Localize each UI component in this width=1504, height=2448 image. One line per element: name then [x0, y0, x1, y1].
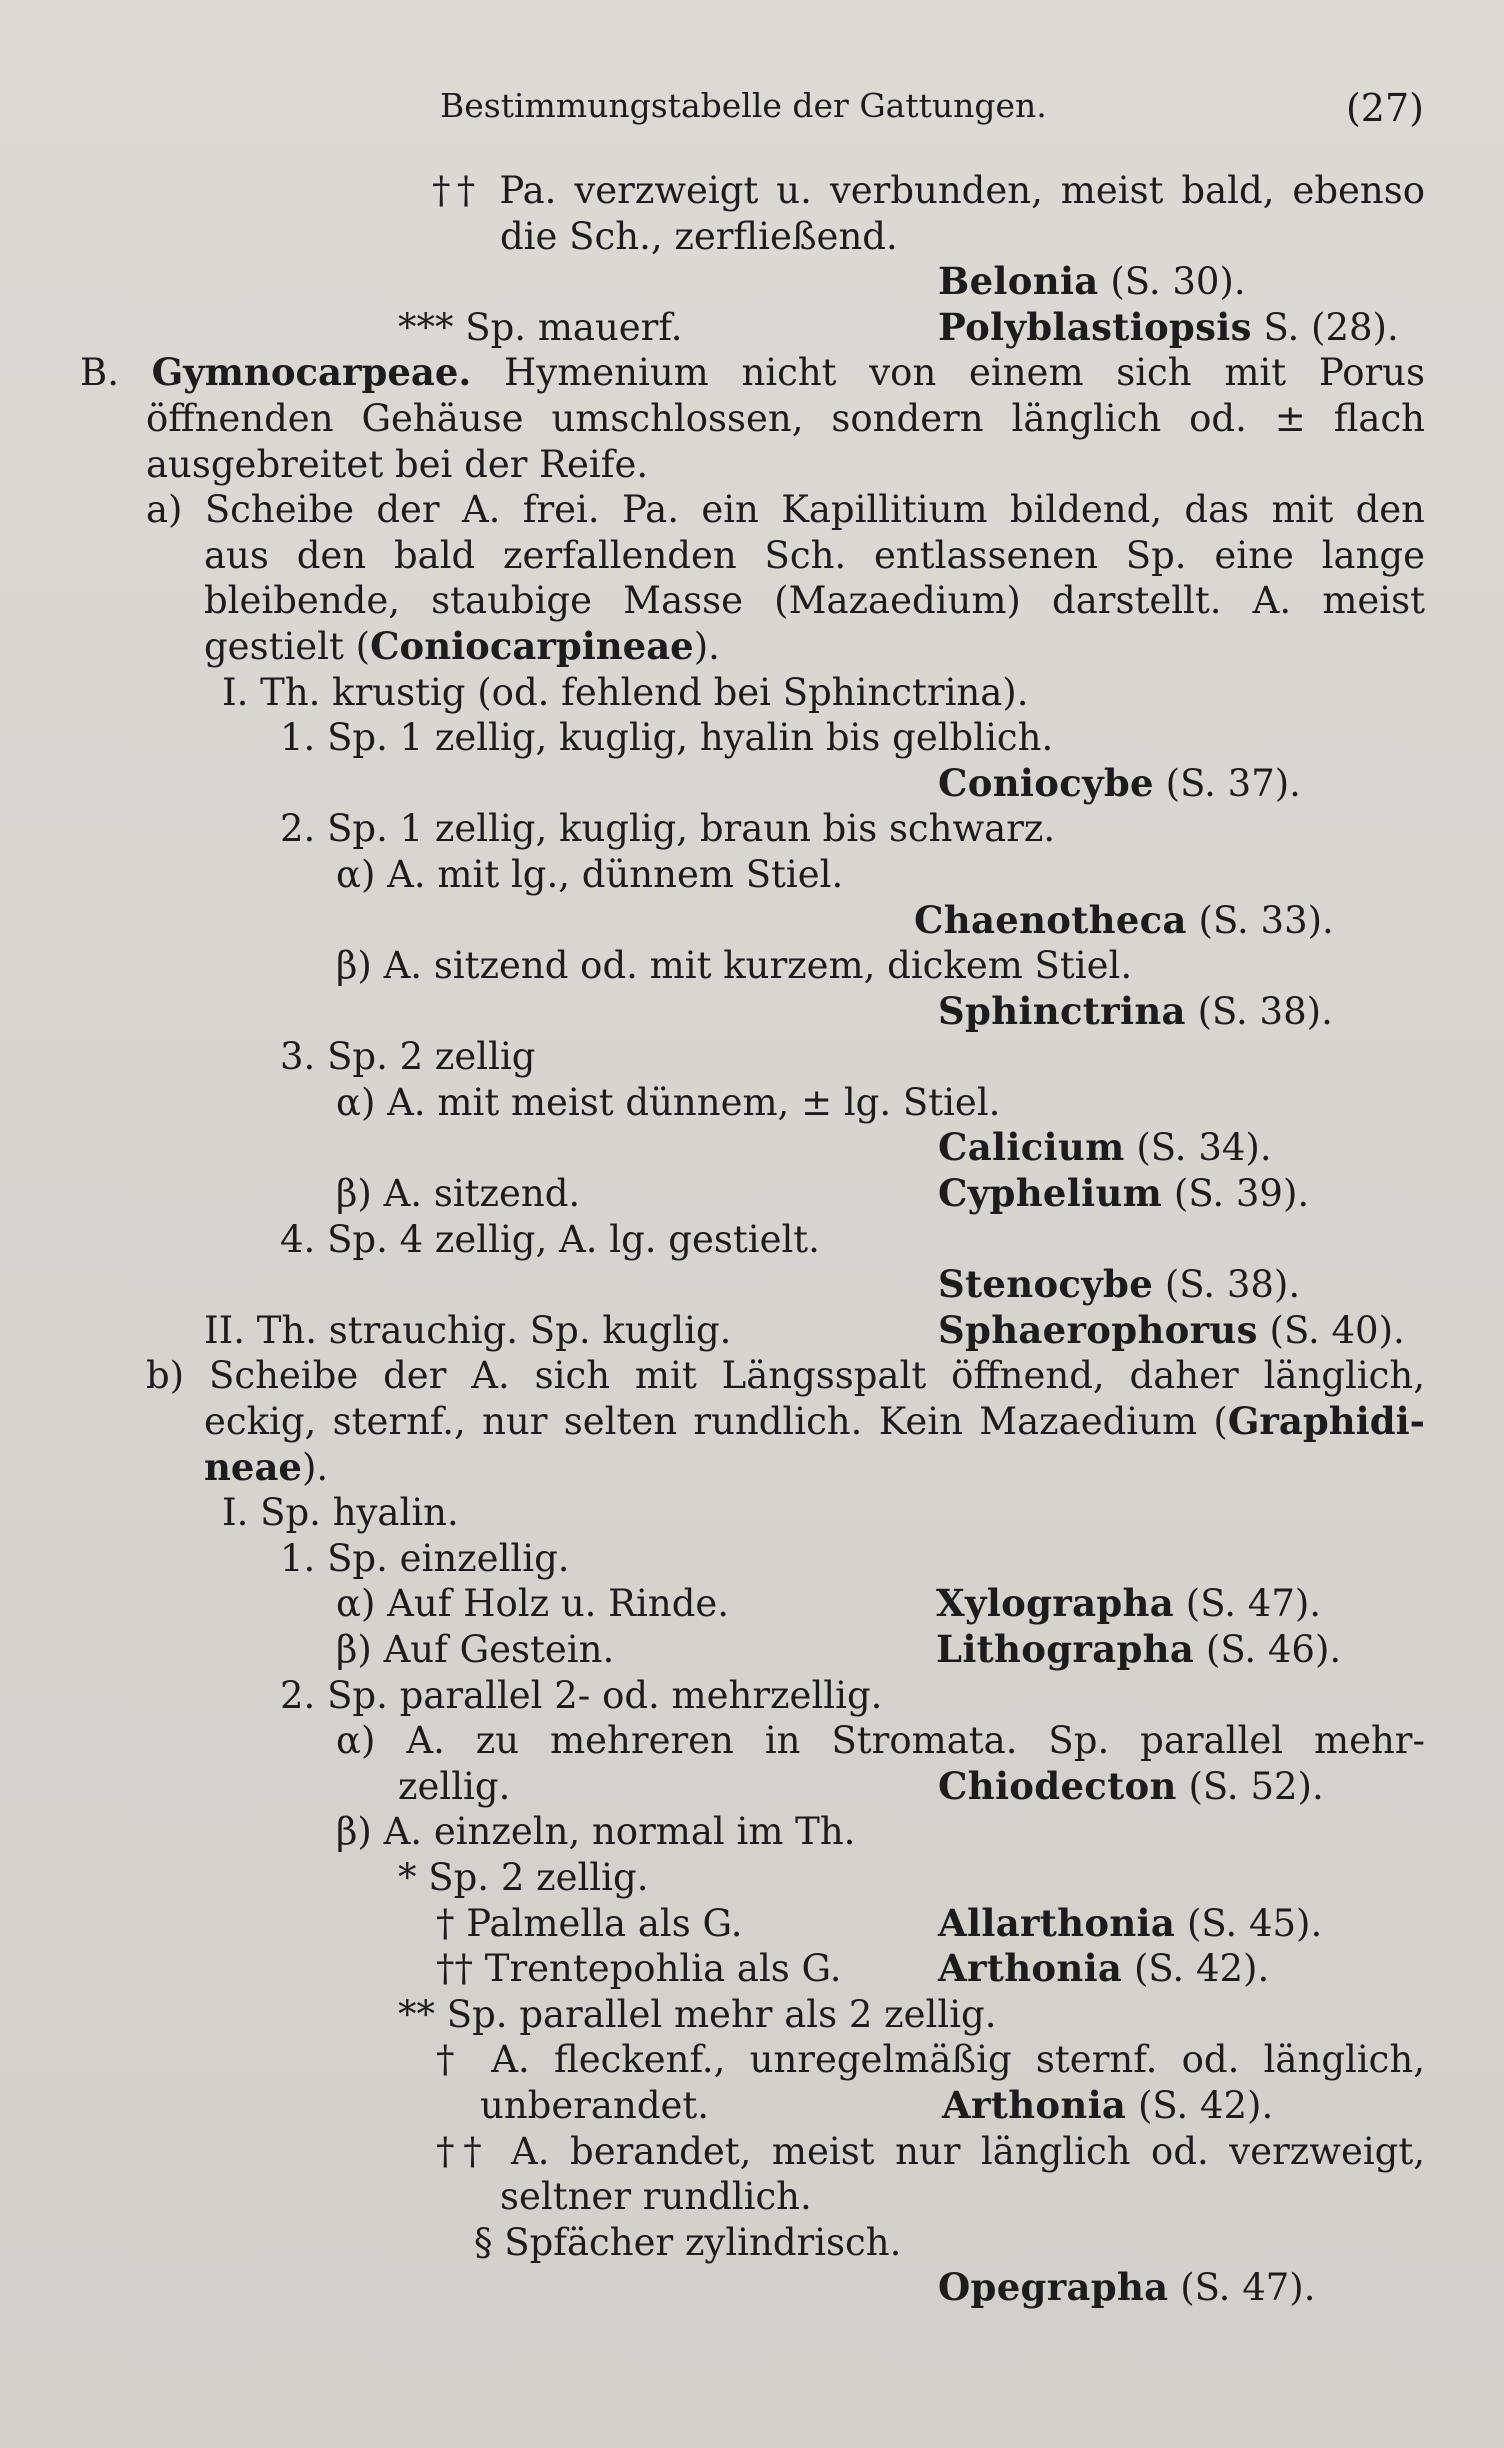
page-reference: (S. 52). — [1188, 1764, 1324, 1808]
line-text: α) Auf Holz u. Rinde. — [336, 1582, 730, 1626]
line-text: neae). — [204, 1444, 329, 1489]
running-title: Bestimmungstabelle der Gattungen. — [440, 86, 1047, 125]
line-text: β) A. einzeln, normal im Th. — [336, 1810, 856, 1854]
genus-name: Allarthonia — [938, 1900, 1176, 1945]
group-name: Gymnocarpeae. — [151, 350, 472, 395]
line-text: unberandet. — [480, 2083, 710, 2127]
line-text: aus den bald zerfallenden Sch. entlassenen Sp. eine lange — [204, 533, 1425, 577]
line-text: *** Sp. mauerf. — [398, 305, 683, 349]
line-text: B. Gymnocarpeae. Hymenium nicht von einem sich mit Porus — [80, 350, 1425, 395]
line-text: seltner rundlich. — [500, 2175, 812, 2219]
text-line — [80, 1536, 1425, 1582]
line-text: α) A. mit lg., dünnem Stiel. — [336, 852, 844, 896]
line-text: †† Trentepohlia als G. — [436, 1947, 842, 1991]
text-line — [80, 989, 1425, 1035]
genus-name: Opegrapha — [938, 2265, 1169, 2310]
text-line — [80, 898, 1425, 944]
line-text: öffnenden Gehäuse umschlossen, sondern länglich od. ± flach — [146, 396, 1425, 440]
text-line — [80, 1718, 1425, 1764]
page-reference: (S. 30). — [1110, 260, 1246, 304]
page-reference: (S. 42). — [1137, 2083, 1274, 2127]
text-line — [80, 670, 1425, 716]
genus-name: Belonia — [938, 259, 1099, 304]
genus-name: Sphinctrina — [938, 988, 1186, 1033]
text-line — [80, 396, 1425, 442]
text-line — [80, 2129, 1425, 2175]
genus-entry — [936, 1627, 1341, 1673]
group-name: Coniocarpineae — [370, 623, 694, 668]
text-line — [80, 1353, 1425, 1399]
genus-entry — [938, 1125, 1272, 1171]
genus-entry — [938, 305, 1399, 351]
line-text: ** Sp. parallel mehr als 2 zellig. — [398, 1992, 997, 2036]
page-reference: (S. 39). — [1173, 1172, 1310, 1216]
genus-name: Xylographa — [936, 1581, 1175, 1626]
text-line — [80, 2265, 1425, 2311]
line-text: β) Auf Gestein. — [336, 1628, 615, 1671]
text-line — [80, 442, 1425, 488]
page-reference: S. (28). — [1263, 305, 1399, 349]
text-line — [80, 1946, 1425, 1992]
line-text: 3. Sp. 2 zellig — [280, 1035, 536, 1079]
page-reference: (S. 38). — [1164, 1263, 1301, 1307]
genus-entry — [938, 1946, 1269, 1992]
line-text: 1. Sp. 1 zellig, kuglig, hyalin bis gelblich. — [280, 716, 1054, 760]
genus-name: Lithographa — [936, 1627, 1195, 1671]
line-text: bleibende, staubige Masse (Mazaedium) darstellt. A. meist — [204, 579, 1425, 623]
text-line — [80, 1992, 1425, 2038]
page-reference: (S. 40). — [1269, 1308, 1405, 1352]
genus-entry — [938, 1308, 1405, 1354]
line-text: b) Scheibe der A. sich mit Längsspalt öffnend, daher länglich, — [146, 1354, 1425, 1398]
genus-entry — [938, 2265, 1315, 2311]
text-line — [80, 2083, 1425, 2129]
line-text: I. Sp. hyalin. — [222, 1491, 459, 1535]
line-text: ausgebreitet bei der Reife. — [146, 442, 649, 486]
line-text: § Spfächer zylindrisch. — [474, 2220, 902, 2264]
line-text: die Sch., zerfließend. — [500, 214, 898, 258]
key-table-body — [80, 168, 1425, 2311]
page-reference: (S. 38). — [1197, 989, 1333, 1033]
line-text: 2. Sp. 1 zellig, kuglig, braun bis schwarz. — [280, 807, 1056, 851]
text-line — [80, 1034, 1425, 1080]
text-line — [80, 487, 1425, 533]
text-line — [80, 1445, 1425, 1491]
genus-entry — [914, 898, 1334, 944]
text-line — [80, 1080, 1425, 1126]
page-reference: (S. 37). — [1165, 761, 1301, 805]
genus-entry — [938, 989, 1333, 1035]
text-line — [80, 2174, 1425, 2220]
text-line — [80, 1171, 1425, 1217]
text-line — [80, 1809, 1425, 1855]
line-text: II. Th. strauchig. Sp. kuglig. — [204, 1308, 732, 1352]
page-number: (27) — [1345, 86, 1424, 130]
text-line — [80, 715, 1425, 761]
text-line — [80, 2037, 1425, 2083]
text-line — [80, 578, 1425, 624]
genus-name: Sphaerophorus — [938, 1307, 1258, 1352]
line-text: zellig. — [398, 1764, 511, 1808]
text-line — [80, 1764, 1425, 1810]
line-text: α) A. zu mehreren in Stromata. Sp. parallel mehr- — [336, 1719, 1425, 1763]
genus-name: Coniocybe — [938, 760, 1154, 805]
text-line — [80, 1673, 1425, 1719]
page-reference: (S. 47). — [1185, 1582, 1322, 1626]
page-reference: (S. 45). — [1186, 1901, 1323, 1945]
line-text: gestielt (Coniocarpineae). — [204, 623, 720, 668]
text-line — [80, 214, 1425, 260]
text-line — [80, 1855, 1425, 1901]
line-text: β) A. sitzend od. mit kurzem, dickem Stiel. — [336, 944, 1133, 988]
genus-name: Calicium — [938, 1125, 1125, 1170]
text-line — [80, 761, 1425, 807]
group-name: Graphidi- — [1227, 1399, 1425, 1444]
line-text: α) A. mit meist dünnem, ± lg. Stiel. — [336, 1080, 1001, 1124]
text-line — [80, 943, 1425, 989]
page-reference: (S. 47). — [1180, 2266, 1316, 2310]
page-reference: (S. 42). — [1133, 1947, 1270, 1991]
text-line — [80, 168, 1425, 214]
genus-name: Arthonia — [938, 1946, 1123, 1991]
genus-entry — [938, 1262, 1300, 1308]
text-line — [80, 852, 1425, 898]
genus-entry — [938, 259, 1246, 305]
line-text: †† Pa. verzweigt u. verbunden, meist bald, ebenso — [432, 169, 1425, 212]
genus-name: Cyphelium — [938, 1171, 1163, 1216]
genus-name: Stenocybe — [938, 1262, 1154, 1307]
line-text: † Palmella als G. — [436, 1901, 743, 1945]
text-line — [80, 1901, 1425, 1947]
line-text: eckig, sternf., nur selten rundlich. Kein Mazaedium (Graphidi- — [204, 1399, 1425, 1444]
page-reference: (S. 46). — [1205, 1628, 1342, 1671]
line-text: 2. Sp. parallel 2- od. mehrzellig. — [280, 1673, 883, 1717]
text-line — [80, 305, 1425, 351]
text-line — [80, 350, 1425, 396]
genus-entry — [938, 1764, 1324, 1810]
line-text: * Sp. 2 zellig. — [398, 1855, 649, 1899]
genus-entry — [938, 1171, 1309, 1217]
text-line — [80, 624, 1425, 670]
line-text: β) A. sitzend. — [336, 1172, 581, 1216]
line-text: a) Scheibe der A. frei. Pa. ein Kapillitium bildend, das mit den — [146, 488, 1425, 532]
genus-entry — [938, 1901, 1322, 1947]
genus-entry — [942, 2083, 1273, 2129]
text-line — [80, 259, 1425, 305]
page-reference: (S. 33). — [1198, 898, 1334, 942]
group-name: neae — [204, 1444, 302, 1489]
text-line — [80, 1581, 1425, 1627]
text-line — [80, 1262, 1425, 1308]
text-line — [80, 1399, 1425, 1445]
genus-name: Polyblastiopsis — [938, 304, 1252, 349]
text-line — [80, 1308, 1425, 1354]
line-text: †† A. berandet, meist nur länglich od. verzweigt, — [436, 2129, 1425, 2173]
genus-entry — [938, 761, 1301, 807]
line-text: † A. fleckenf., unregelmäßig sternf. od. länglich, — [436, 2038, 1425, 2082]
line-text: I. Th. krustig (od. fehlend bei Sphinctrina). — [222, 670, 1029, 714]
genus-name: Chiodecton — [938, 1763, 1177, 1808]
text-line — [80, 806, 1425, 852]
line-text: 1. Sp. einzellig. — [280, 1536, 570, 1580]
genus-name: Arthonia — [942, 2082, 1127, 2127]
line-text: 4. Sp. 4 zellig, A. lg. gestielt. — [280, 1217, 820, 1261]
text-line — [80, 1217, 1425, 1263]
text-line — [80, 1125, 1425, 1171]
text-line — [80, 1490, 1425, 1536]
text-line — [80, 1627, 1425, 1673]
page-reference: (S. 34). — [1136, 1126, 1272, 1170]
genus-entry — [936, 1581, 1321, 1627]
text-line — [80, 2220, 1425, 2266]
text-line — [80, 533, 1425, 579]
genus-name: Chaenotheca — [914, 897, 1187, 942]
